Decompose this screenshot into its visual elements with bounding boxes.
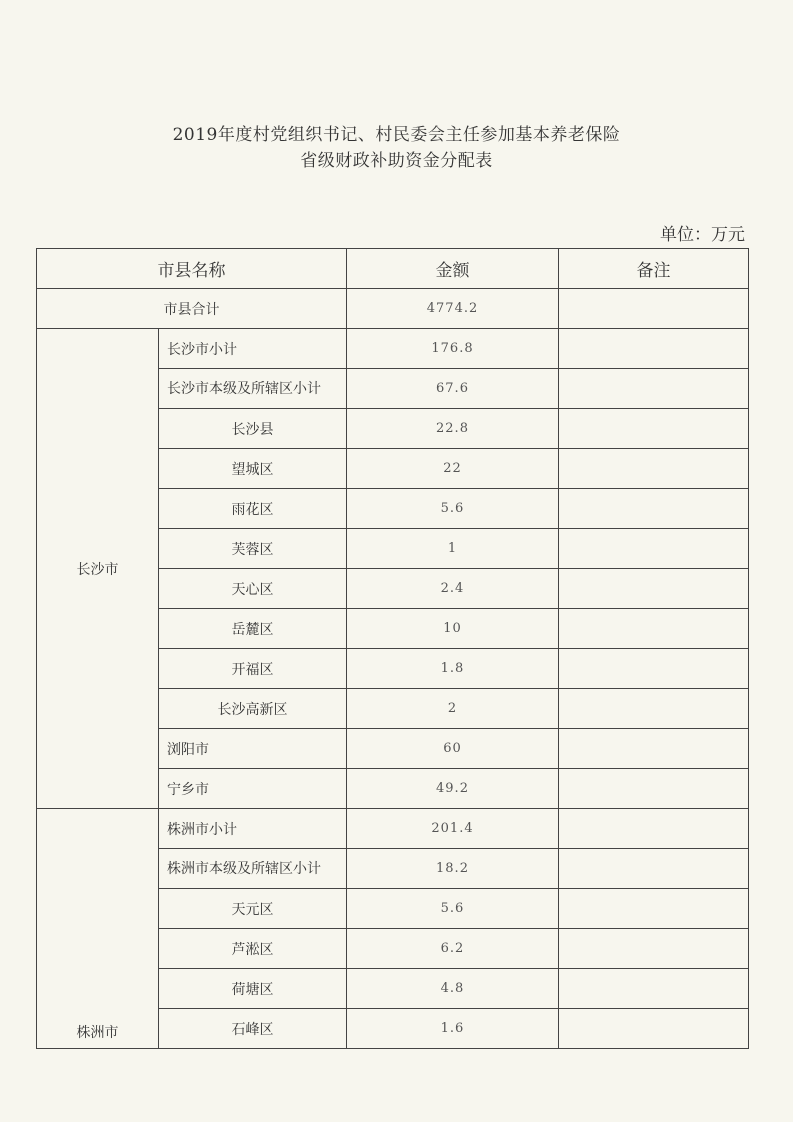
header-remark: 备注	[559, 249, 749, 289]
row-name: 宁乡市	[159, 769, 347, 809]
row-name: 长沙市小计	[159, 329, 347, 369]
row-remark	[559, 769, 749, 809]
total-remark	[559, 289, 749, 329]
row-amount: 4.8	[347, 969, 559, 1009]
city-name: 株洲市	[37, 809, 159, 1049]
table-row	[37, 329, 749, 369]
row-remark	[559, 489, 749, 529]
row-remark	[559, 529, 749, 569]
row-name: 长沙市本级及所辖区小计	[159, 369, 347, 409]
header-amount: 金额	[347, 249, 559, 289]
row-name: 开福区	[159, 649, 347, 689]
row-name: 天心区	[159, 569, 347, 609]
row-remark	[559, 809, 749, 849]
header-name: 市县名称	[37, 249, 347, 289]
row-amount: 22.8	[347, 409, 559, 449]
total-name: 市县合计	[37, 289, 347, 329]
row-name: 岳麓区	[159, 609, 347, 649]
row-remark	[559, 649, 749, 689]
allocation-table	[36, 248, 749, 1049]
row-name: 浏阳市	[159, 729, 347, 769]
row-remark	[559, 729, 749, 769]
row-amount: 1.6	[347, 1009, 559, 1049]
row-name: 芙蓉区	[159, 529, 347, 569]
row-amount: 5.6	[347, 489, 559, 529]
row-remark	[559, 609, 749, 649]
row-remark	[559, 569, 749, 609]
row-amount: 22	[347, 449, 559, 489]
row-name: 长沙高新区	[159, 689, 347, 729]
row-remark	[559, 689, 749, 729]
total-amount: 4774.2	[347, 289, 559, 329]
row-amount: 1	[347, 529, 559, 569]
row-name: 芦淞区	[159, 929, 347, 969]
row-name: 株洲市本级及所辖区小计	[159, 849, 347, 889]
row-name: 天元区	[159, 889, 347, 929]
row-remark	[559, 1009, 749, 1049]
row-remark	[559, 929, 749, 969]
row-amount: 6.2	[347, 929, 559, 969]
row-name: 荷塘区	[159, 969, 347, 1009]
row-name: 长沙县	[159, 409, 347, 449]
row-name: 雨花区	[159, 489, 347, 529]
row-remark	[559, 329, 749, 369]
city-name: 长沙市	[37, 329, 159, 809]
document-title-line1: 2019年度村党组织书记、村民委会主任参加基本养老保险	[172, 125, 621, 145]
document-title-line2: 省级财政补助资金分配表	[300, 151, 493, 171]
table-row	[37, 809, 749, 849]
row-amount: 2.4	[347, 569, 559, 609]
row-amount: 2	[347, 689, 559, 729]
row-remark	[559, 449, 749, 489]
table-header-row	[37, 249, 749, 289]
row-name: 望城区	[159, 449, 347, 489]
row-amount: 18.2	[347, 849, 559, 889]
row-name: 株洲市小计	[159, 809, 347, 849]
row-amount: 67.6	[347, 369, 559, 409]
row-remark	[559, 369, 749, 409]
row-amount: 60	[347, 729, 559, 769]
row-remark	[559, 409, 749, 449]
row-remark	[559, 969, 749, 1009]
row-amount: 10	[347, 609, 559, 649]
row-remark	[559, 849, 749, 889]
row-amount: 176.8	[347, 329, 559, 369]
unit-label: 单位：万元	[660, 225, 745, 245]
total-row	[37, 289, 749, 329]
row-amount: 201.4	[347, 809, 559, 849]
row-name: 石峰区	[159, 1009, 347, 1049]
row-amount: 1.8	[347, 649, 559, 689]
row-amount: 49.2	[347, 769, 559, 809]
row-amount: 5.6	[347, 889, 559, 929]
row-remark	[559, 889, 749, 929]
